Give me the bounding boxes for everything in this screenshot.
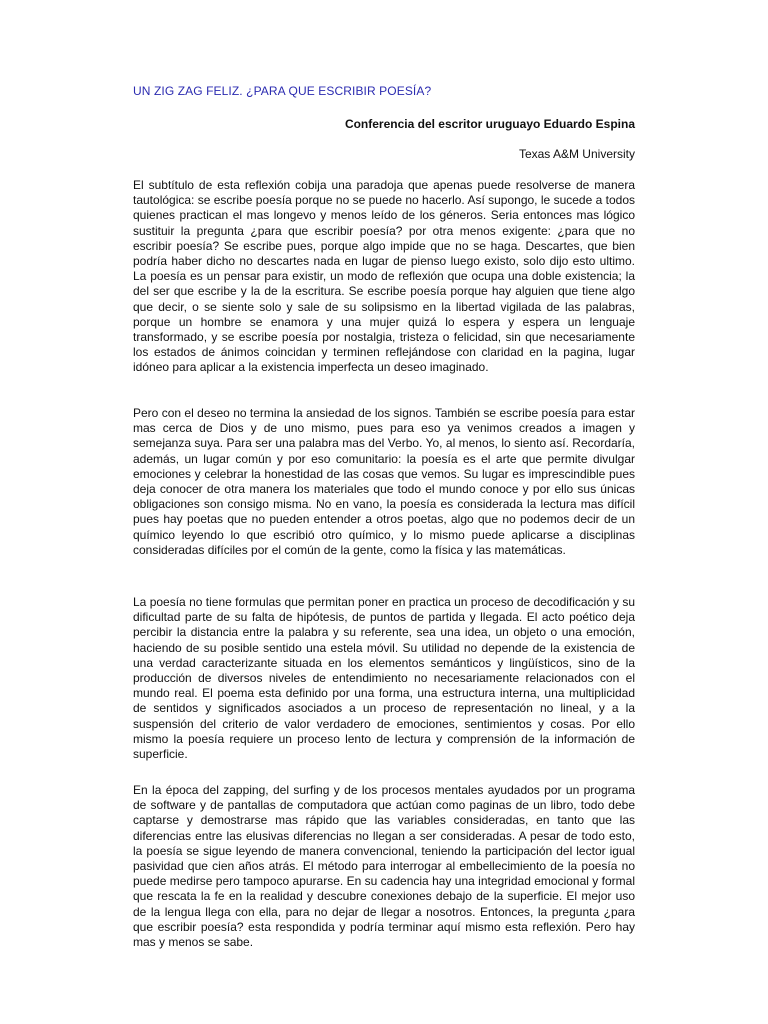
author-byline: Conferencia del escritor uruguayo Eduardo Espina	[344, 117, 635, 131]
document-title: UN ZIG ZAG FELIZ. ¿PARA QUE ESCRIBIR POESÍA?	[133, 84, 432, 98]
body-paragraph: Pero con el deseo no termina la ansiedad de los signos. También se escribe poesía para estar mas cerca de Dios y de uno mismo, pues para eso ya venimos creados a imagen y semejanza suya. Para ser una palabra mas del Verbo. Yo, al menos, lo siento así. Recordaría, además, un lugar común y por eso comunitario: la poesía es el arte que permite divulgar emociones y celebrar la honestidad de las cosas que vemos. Su lugar es imprescindible pues deja conocer de otra manera los materiales que todo el mundo conoce y por ello sus únicas obligaciones son consigo misma. No en vano, la poesía es considerada la lectura mas difícil pues hay poetas que no pueden entender a otros poetas, algo que no podemos decir de un químico leyendo lo que escribió otro químico, y lo mismo puede aplicarse a disciplinas consideradas difíciles por el común de la gente, como la física y las matemáticas.	[133, 406, 635, 557]
body-paragraph: En la época del zapping, del surfing y de los procesos mentales ayudados por un programa de software y de pantallas de computadora que actúan como paginas de un libro, todo debe captarse y demostrarse mas rápido que las variables consideradas, en tanto que las diferencias entre las elusivas diferencias no llegan a ser consideradas. A pesar de todo esto, la poesía se sigue leyendo de manera convencional, teniendo la participación del lector igual pasividad que cien años atrás. El método para interrogar al embellecimiento de la poesía no puede medirse pero tampoco apurarse. En su cadencia hay una integridad emocional y formal que rescata la fe en la realidad y descubre conexiones debajo de la superficie. El mejor uso de la lengua llega con ella, para no dejar de llegar a nosotros. Entonces, la pregunta ¿para que escribir poesía? esta respondida y podría terminar aquí mismo esta reflexión. Pero hay mas y menos se sabe.	[133, 783, 635, 950]
body-paragraph: El subtítulo de esta reflexión cobija una paradoja que apenas puede resolverse de manera tautológica: se escribe poesía porque no se puede no hacerlo. Así supongo, le sucede a todos quienes practican el mas longevo y menos leído de los géneros. Seria entonces mas lógico sustituir la pregunta ¿para que escribir poesía? por otra menos exigente: ¿para que no escribir poesía? Se escribe pues, porque algo impide que no se haga. Descartes, que bien podría haber dicho no descartes nada en lugar de pienso luego existo, solo dijo esto ultimo. La poesía es un pensar para existir, un modo de reflexión que ocupa una doble existencia; la del ser que escribe y la de la escritura. Se escribe poesía porque hay alguien que tiene algo que decir, o se siente solo y sale de su solipsismo en la libertad vigilada de las palabras, porque un hombre se enamora y una mujer quizá lo espera y espera un lenguaje transformado, y se escribe poesía por nostalgia, tristeza o felicidad, sin que necesariamente los estados de ánimos coincidan y terminen reflejándose con claridad en la pagina, lugar idóneo para aplicar a la existencia imperfecta un deseo imaginado.	[133, 178, 635, 375]
author-affiliation: Texas A&M University	[518, 147, 635, 161]
body-paragraph: La poesía no tiene formulas que permitan poner en practica un proceso de decodificación y su dificultad parte de su falta de hipótesis, de puntos de partida y llegada. El acto poético deja percibir la distancia entre la palabra y su referente, sea una idea, un objeto o una emoción, haciendo de su posible sentido una estela móvil. Su utilidad no depende de la existencia de una verdad caracterizante situada en los elementos semánticos y lingüísticos, sino de la producción de diversos niveles de entendimiento no necesariamente relacionados con el mundo real. El poema esta definido por una forma, una estructura interna, una multiplicidad de sentidos y significados asociados a un proceso de representación no lineal, y a la suspensión del criterio de valor verdadero de emociones, sentimientos y cosas. Por ello mismo la poesía requiere un proceso lento de lectura y comprensión de la información de superficie.	[133, 595, 635, 762]
